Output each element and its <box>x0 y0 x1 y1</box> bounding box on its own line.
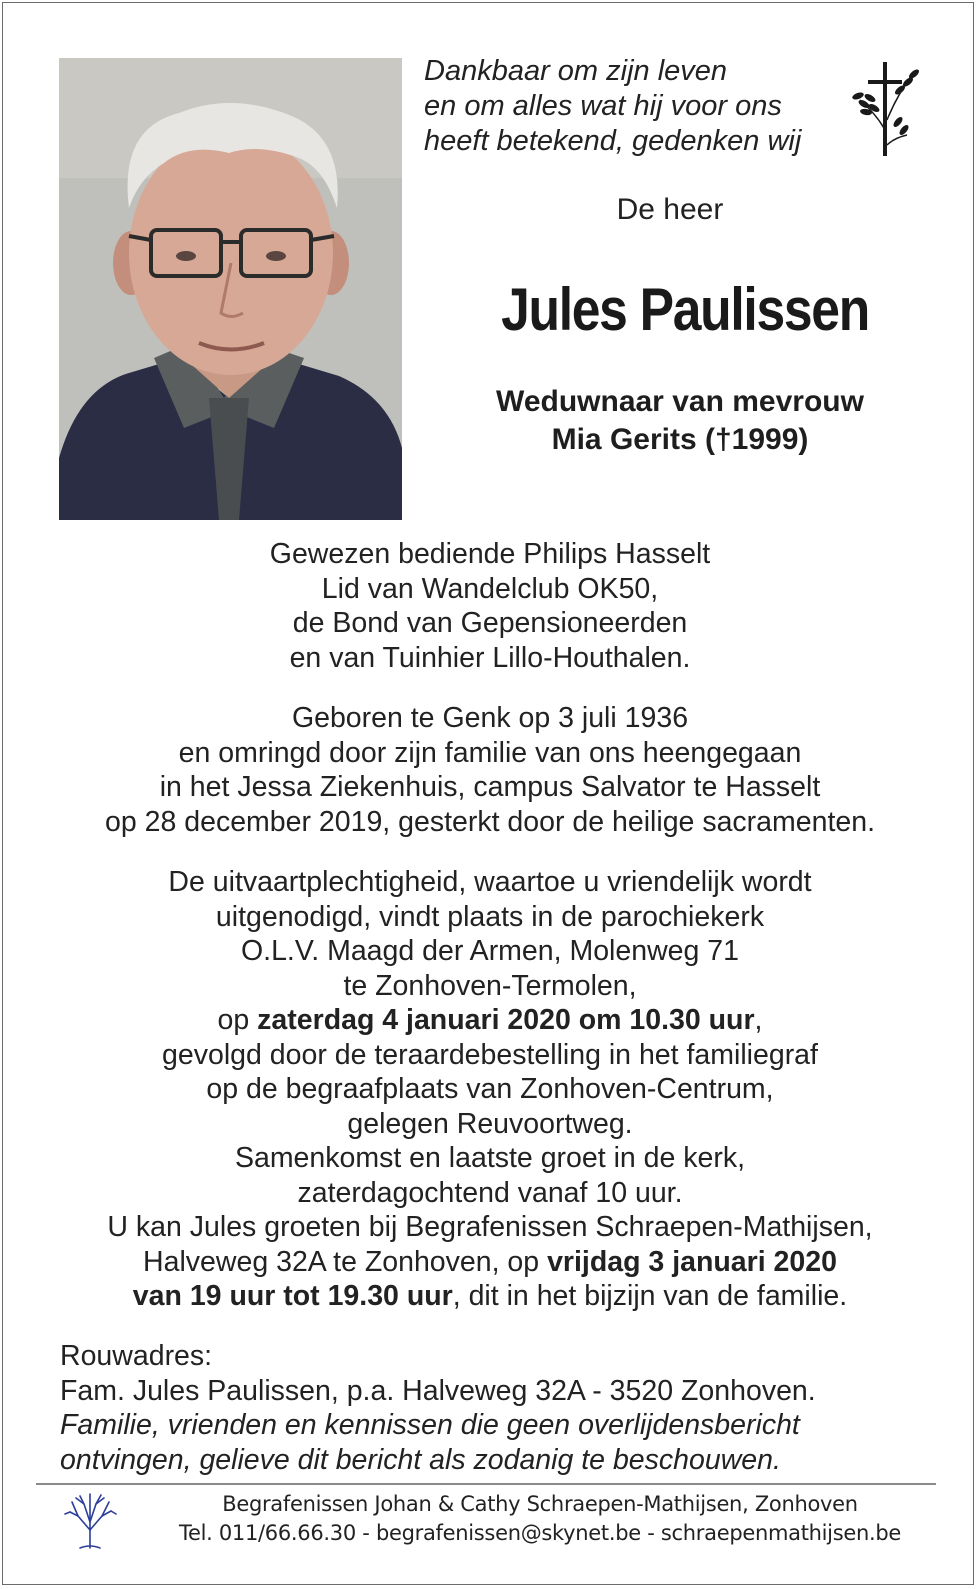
address-label: Rouwadres: <box>60 1340 213 1372</box>
footer-divider <box>36 1483 936 1485</box>
funeral-date-line <box>20 1003 960 1038</box>
funeral-date: zaterdag 4 januari 2020 om 10.30 uur <box>257 1004 755 1036</box>
career-line: en van Tuinhier Lillo-Houthalen. <box>289 641 691 674</box>
career-block <box>20 537 960 675</box>
visitation-line <box>20 1245 960 1280</box>
funeral-line: O.L.V. Maagd der Armen, Molenweg 71 <box>241 935 739 967</box>
visitation-text: Halveweg 32A te Zonhoven, op <box>143 1245 548 1278</box>
funeral-line: op de begraafplaats van Zonhoven-Centrum, <box>206 1073 774 1105</box>
cross-with-wheat-icon <box>852 60 922 158</box>
widow-line: Mia Gerits (†1999) <box>551 423 809 456</box>
footer <box>110 1490 970 1548</box>
mourning-address <box>60 1339 940 1477</box>
life-line: in het Jessa Ziekenhuis, campus Salvator te Hasselt <box>159 771 821 803</box>
funeral-line: te Zonhoven-Termolen, <box>343 969 637 1002</box>
deceased-name: Jules Paulissen <box>501 276 869 343</box>
career-line: de Bond van Gepensioneerden <box>292 607 688 639</box>
life-line: en omringd door zijn familie van ons heengegaan <box>178 736 802 769</box>
intro-line: Dankbaar om zijn leven <box>424 55 728 87</box>
funeral-text: op <box>217 1004 258 1036</box>
funeral-line: uitgenodigd, vindt plaats in de parochiekerk <box>215 900 765 933</box>
funeral-text: , <box>754 1004 763 1036</box>
career-line: Lid van Wandelclub OK50, <box>321 572 659 605</box>
footer-company: Begrafenissen Johan & Cathy Schraepen-Mathijsen, Zonhoven <box>222 1492 858 1516</box>
footer-contact: Tel. 011/66.66.30 - begrafenissen@skynet.be - schraepenmathijsen.be <box>178 1521 902 1545</box>
address-note: Familie, vrienden en kennissen die geen overlijdensbericht <box>60 1409 800 1441</box>
visitation-date: vrijdag 3 januari 2020 <box>547 1245 837 1278</box>
widow-line: Weduwnaar van mevrouw <box>496 385 864 418</box>
visitation-time: van 19 uur tot 19.30 uur <box>132 1280 453 1312</box>
life-line: Geboren te Genk op 3 juli 1936 <box>291 702 689 734</box>
career-line: Gewezen bediende Philips Hasselt <box>269 538 711 570</box>
intro-line: en om alles wat hij voor ons <box>424 90 782 122</box>
life-line: op 28 december 2019, gesterkt door de heilige sacramenten. <box>105 805 875 838</box>
funeral-line: gelegen Reuvoortweg. <box>347 1107 633 1140</box>
funeral-line: Samenkomst en laatste groet in de kerk, <box>234 1142 746 1174</box>
salutation: De heer <box>616 193 724 226</box>
address-note: ontvingen, gelieve dit bericht als zodanig te beschouwen. <box>60 1443 781 1476</box>
life-block <box>20 701 960 839</box>
visitation-time-line <box>20 1279 960 1314</box>
address-line: Fam. Jules Paulissen, p.a. Halveweg 32A - 3520 Zonhoven. <box>60 1374 816 1407</box>
funeral-line: gevolgd door de teraardebestelling in het familiegraf <box>162 1038 818 1071</box>
funeral-line: U kan Jules groeten bij Begrafenissen Schraepen-Mathijsen, <box>107 1211 873 1243</box>
visitation-text: , dit in het bijzijn van de familie. <box>452 1280 848 1312</box>
funeral-line: zaterdagochtend vanaf 10 uur. <box>297 1176 683 1209</box>
widow-notice <box>430 383 930 459</box>
intro-line: heeft betekend, gedenken wij <box>424 125 802 157</box>
funeral-block <box>20 865 960 1314</box>
funeral-line: De uitvaartplechtigheid, waartoe u vriendelijk wordt <box>168 866 812 898</box>
intro-text <box>424 54 844 159</box>
portrait-photo <box>59 58 402 520</box>
